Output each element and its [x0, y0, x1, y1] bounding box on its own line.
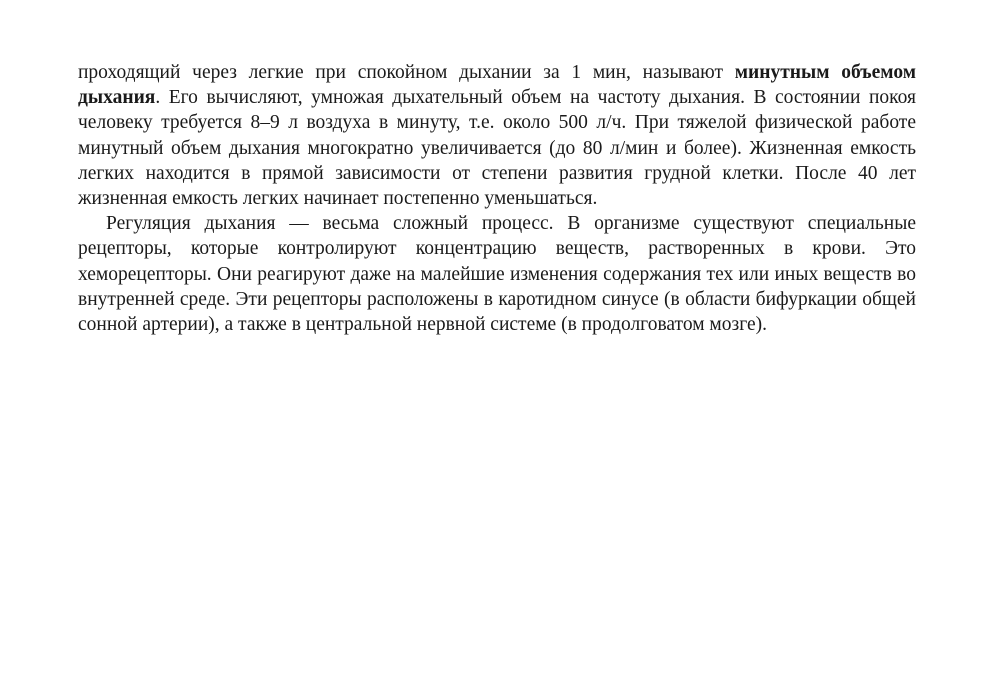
page-body [78, 60, 916, 337]
paragraph-1-body-text: . Его вычисляют, умножая дыхательный объем на частоту дыхания. В состоянии покоя человеку требуется 8–9 л воздуха в минуту, т.е. около 500 л/ч. При тяжелой физической работе минутный объем дыхания многократно увеличивается (до 80 л/мин и более). Жизненная емкость легких находится в прямой зависимости от степени развития грудной клетки. После 40 лет жизненная емкость легких начинает постепенно уменьшаться. [78, 87, 916, 210]
paragraph-1-lead-text: проходящий через легкие при спокойном дыхании за 1 мин, называют [78, 62, 735, 83]
term-minute-volume: минутным объемом дыхания [78, 62, 916, 109]
paragraph-2-text: Регуляция дыхания — весьма сложный процесс. В организме существуют специальные рецепторы, которые контролируют концентрацию веществ, растворенных в крови. Это хеморецепторы. Они реагируют даже на малейшие изменения содержания тех или иных веществ во внутренней среде. Эти рецепторы расположены в каротидном синусе (в области бифуркации общей сонной артерии), а также в центральной нервной системе (в продолговатом мозге). [78, 213, 916, 336]
paragraph-minute-volume [78, 60, 916, 211]
paragraph-breathing-regulation [78, 211, 916, 337]
